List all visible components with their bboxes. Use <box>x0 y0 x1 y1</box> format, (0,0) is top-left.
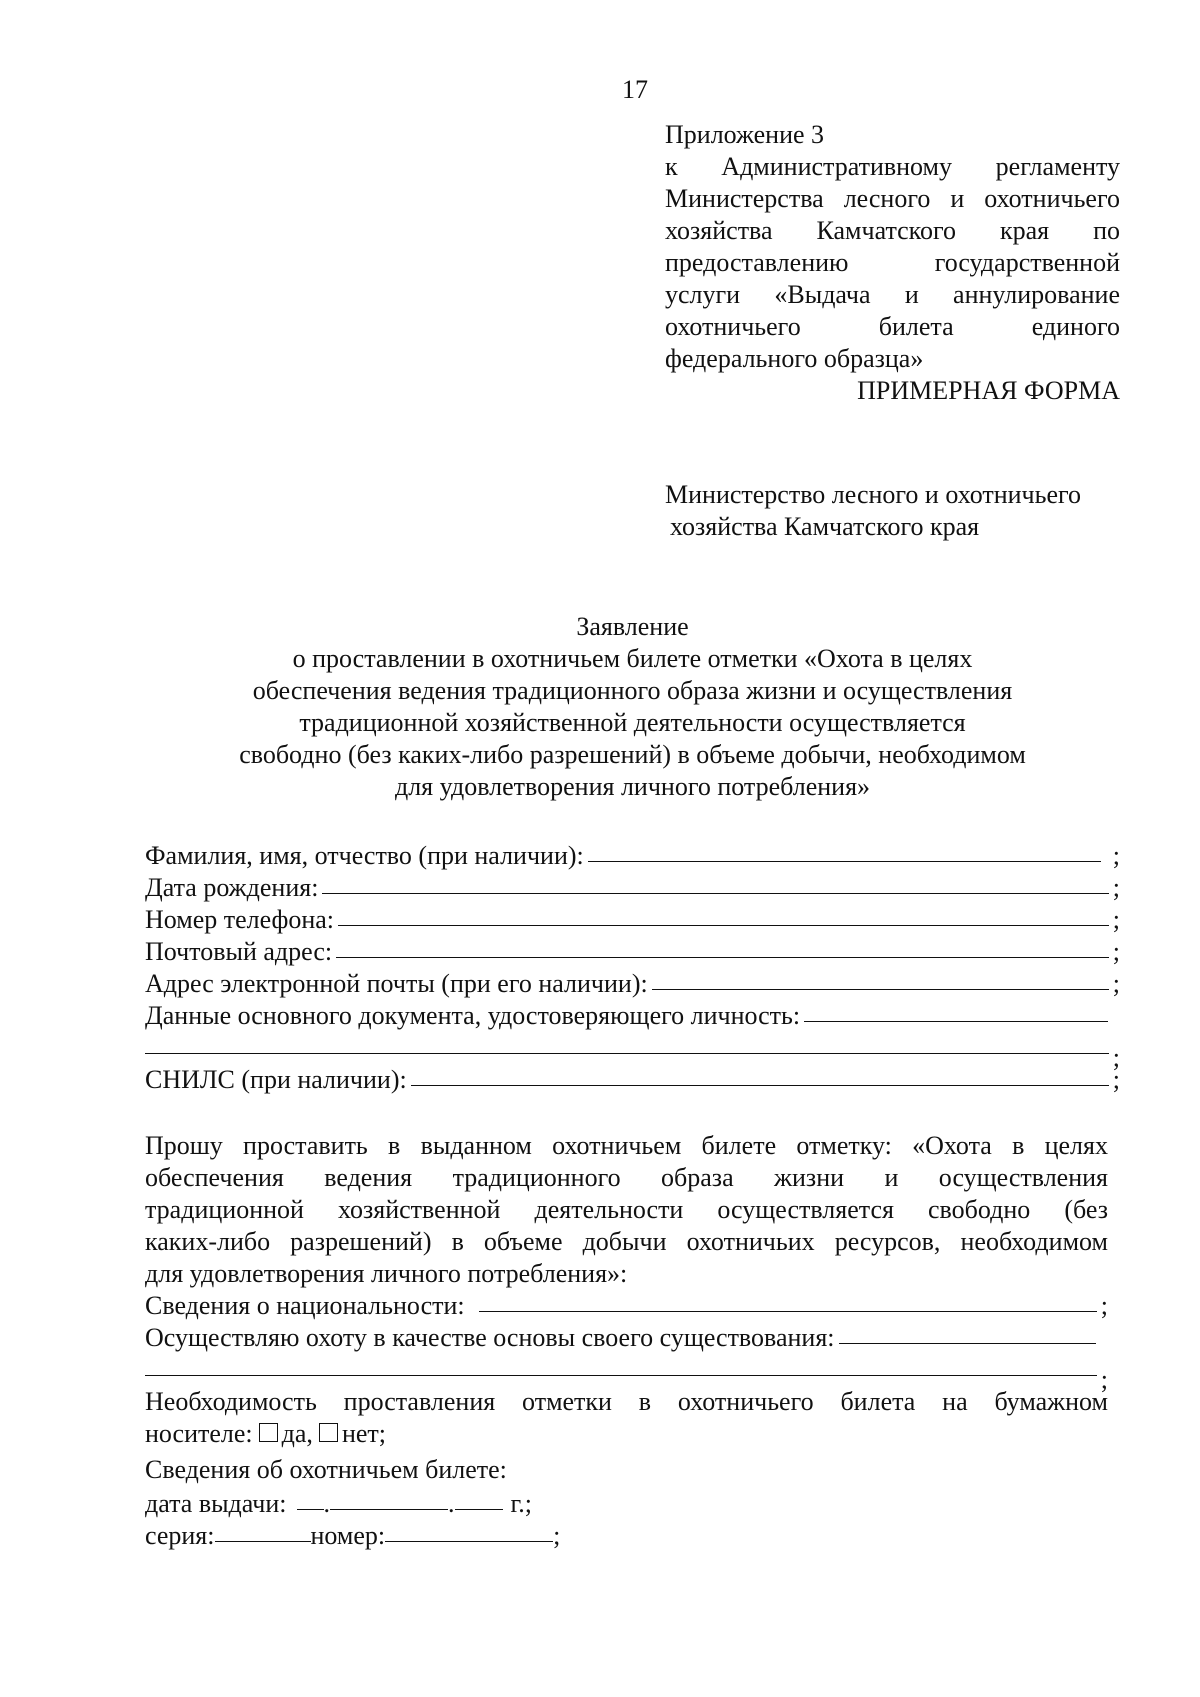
postal-address-label: Почтовый адрес: <box>145 937 333 966</box>
email-row <box>145 968 1120 1000</box>
full-name-row <box>145 840 1120 872</box>
title-line: о проставлении в охотничьем билете отметки «Охота в целях <box>292 644 973 673</box>
addressee-line: Министерство лесного и охотничьего <box>665 480 1082 509</box>
no-option-label: нет; <box>341 1419 386 1448</box>
title-line: свободно (без каких-либо разрешений) в объеме добычи, необходимом <box>239 740 1026 769</box>
separator: ; <box>1112 937 1120 966</box>
snils-blank[interactable] <box>411 1063 1109 1086</box>
separator: ; <box>1112 969 1120 998</box>
addressee-line: хозяйства Камчатского края <box>670 512 980 541</box>
addressee-block <box>665 479 1125 543</box>
nationality-label: Сведения о национальности: <box>145 1291 465 1320</box>
nationality-blank[interactable] <box>479 1289 1097 1312</box>
appendix-line: предоставлению государственной <box>665 248 1120 277</box>
postal-address-row <box>145 936 1120 968</box>
request-text-line: для удовлетворения личного потребления»: <box>145 1259 628 1288</box>
applicant-fields <box>145 840 1120 1096</box>
full-name-label: Фамилия, имя, отчество (при наличии): <box>145 841 584 870</box>
nationality-row <box>145 1290 1108 1322</box>
birth-date-blank[interactable] <box>322 871 1108 894</box>
birth-date-label: Дата рождения: <box>145 873 319 902</box>
hunting-basis-blank[interactable] <box>839 1321 1096 1344</box>
id-document-row-continued <box>145 1032 1120 1072</box>
birth-date-row <box>145 872 1120 904</box>
page-number: 17 <box>622 75 648 104</box>
id-document-blank-continued[interactable] <box>145 1031 1109 1054</box>
issue-day-blank[interactable] <box>297 1487 324 1510</box>
email-label: Адрес электронной почты (при его наличии): <box>145 969 648 998</box>
title-line: обеспечения ведения традиционного образа жизни и осуществления <box>252 676 1013 705</box>
yes-checkbox[interactable] <box>259 1423 278 1442</box>
separator: ; <box>1112 1065 1120 1094</box>
series-number-row <box>145 1520 1108 1552</box>
separator: ; <box>553 1521 561 1550</box>
appendix-line: к Административному регламенту <box>665 152 1120 181</box>
yes-option-label: да, <box>281 1419 313 1448</box>
appendix-line: Министерства лесного и охотничьего <box>665 184 1120 213</box>
phone-blank[interactable] <box>338 903 1109 926</box>
request-text-line: обеспечения ведения традиционного образа жизни и осуществления <box>145 1163 1108 1192</box>
phone-label: Номер телефона: <box>145 905 335 934</box>
number-label: номер: <box>310 1521 386 1550</box>
id-document-row <box>145 1000 1120 1032</box>
title-line: для удовлетворения личного потребления» <box>394 772 871 801</box>
phone-row <box>145 904 1120 936</box>
issue-year-blank[interactable] <box>455 1487 503 1510</box>
date-dot: . <box>323 1489 331 1518</box>
separator: ; <box>1100 1291 1108 1320</box>
appendix-line: охотничьего билета единого <box>665 312 1120 341</box>
issue-month-blank[interactable] <box>330 1487 448 1510</box>
form-type-label: ПРИМЕРНАЯ ФОРМА <box>857 376 1120 405</box>
request-text-line: традиционной хозяйственной деятельности осуществляется свободно (без <box>145 1195 1108 1224</box>
email-blank[interactable] <box>652 967 1109 990</box>
issue-date-row <box>145 1488 1108 1520</box>
appendix-title: Приложение 3 <box>665 120 825 149</box>
id-document-label: Данные основного документа, удостоверяющего личность: <box>145 1001 801 1030</box>
series-label: серия: <box>145 1521 215 1550</box>
request-text-line: Прошу проставить в выданном охотничьем билете отметку: «Охота в целях <box>145 1131 1108 1160</box>
year-suffix: г.; <box>510 1489 532 1518</box>
appendix-block <box>665 119 1120 407</box>
issue-date-label: дата выдачи: <box>145 1489 287 1518</box>
full-name-blank[interactable] <box>588 839 1101 862</box>
no-checkbox[interactable] <box>319 1423 338 1442</box>
hunting-basis-label: Осуществляю охоту в качестве основы своего существования: <box>145 1323 835 1352</box>
hunting-basis-row <box>145 1322 1108 1354</box>
appendix-line: федерального образца» <box>665 344 924 373</box>
number-blank[interactable] <box>385 1519 553 1542</box>
separator: ; <box>1100 1365 1108 1394</box>
request-section <box>145 1130 1108 1552</box>
separator: ; <box>1112 873 1120 902</box>
separator: ; <box>1112 905 1120 934</box>
hunting-basis-blank-continued[interactable] <box>145 1353 1097 1376</box>
paper-need-text: Необходимость проставления отметки в охотничьего билета на бумажном <box>145 1387 1108 1416</box>
snils-row <box>145 1064 1120 1096</box>
paper-carrier-label: носителе: <box>145 1419 253 1448</box>
series-blank[interactable] <box>215 1519 311 1542</box>
separator: ; <box>1112 841 1120 870</box>
appendix-line: хозяйства Камчатского края по <box>665 216 1120 245</box>
separator: ; <box>1112 1043 1120 1072</box>
id-document-blank[interactable] <box>804 999 1108 1022</box>
title-line: традиционной хозяйственной деятельности осуществляется <box>299 708 966 737</box>
request-text-line: каких-либо разрешений) в объеме добычи охотничьих ресурсов, необходимом <box>145 1227 1108 1256</box>
paper-carrier-row <box>145 1418 1108 1454</box>
ticket-info-heading: Сведения об охотничьем билете: <box>145 1455 507 1484</box>
date-dot: . <box>448 1489 455 1518</box>
document-title <box>145 611 1120 803</box>
appendix-line: услуги «Выдача и аннулирование <box>665 280 1120 309</box>
title-heading: Заявление <box>576 612 689 641</box>
postal-address-blank[interactable] <box>336 935 1109 958</box>
snils-label: СНИЛС (при наличии): <box>145 1065 407 1094</box>
hunting-basis-row-continued <box>145 1354 1108 1394</box>
